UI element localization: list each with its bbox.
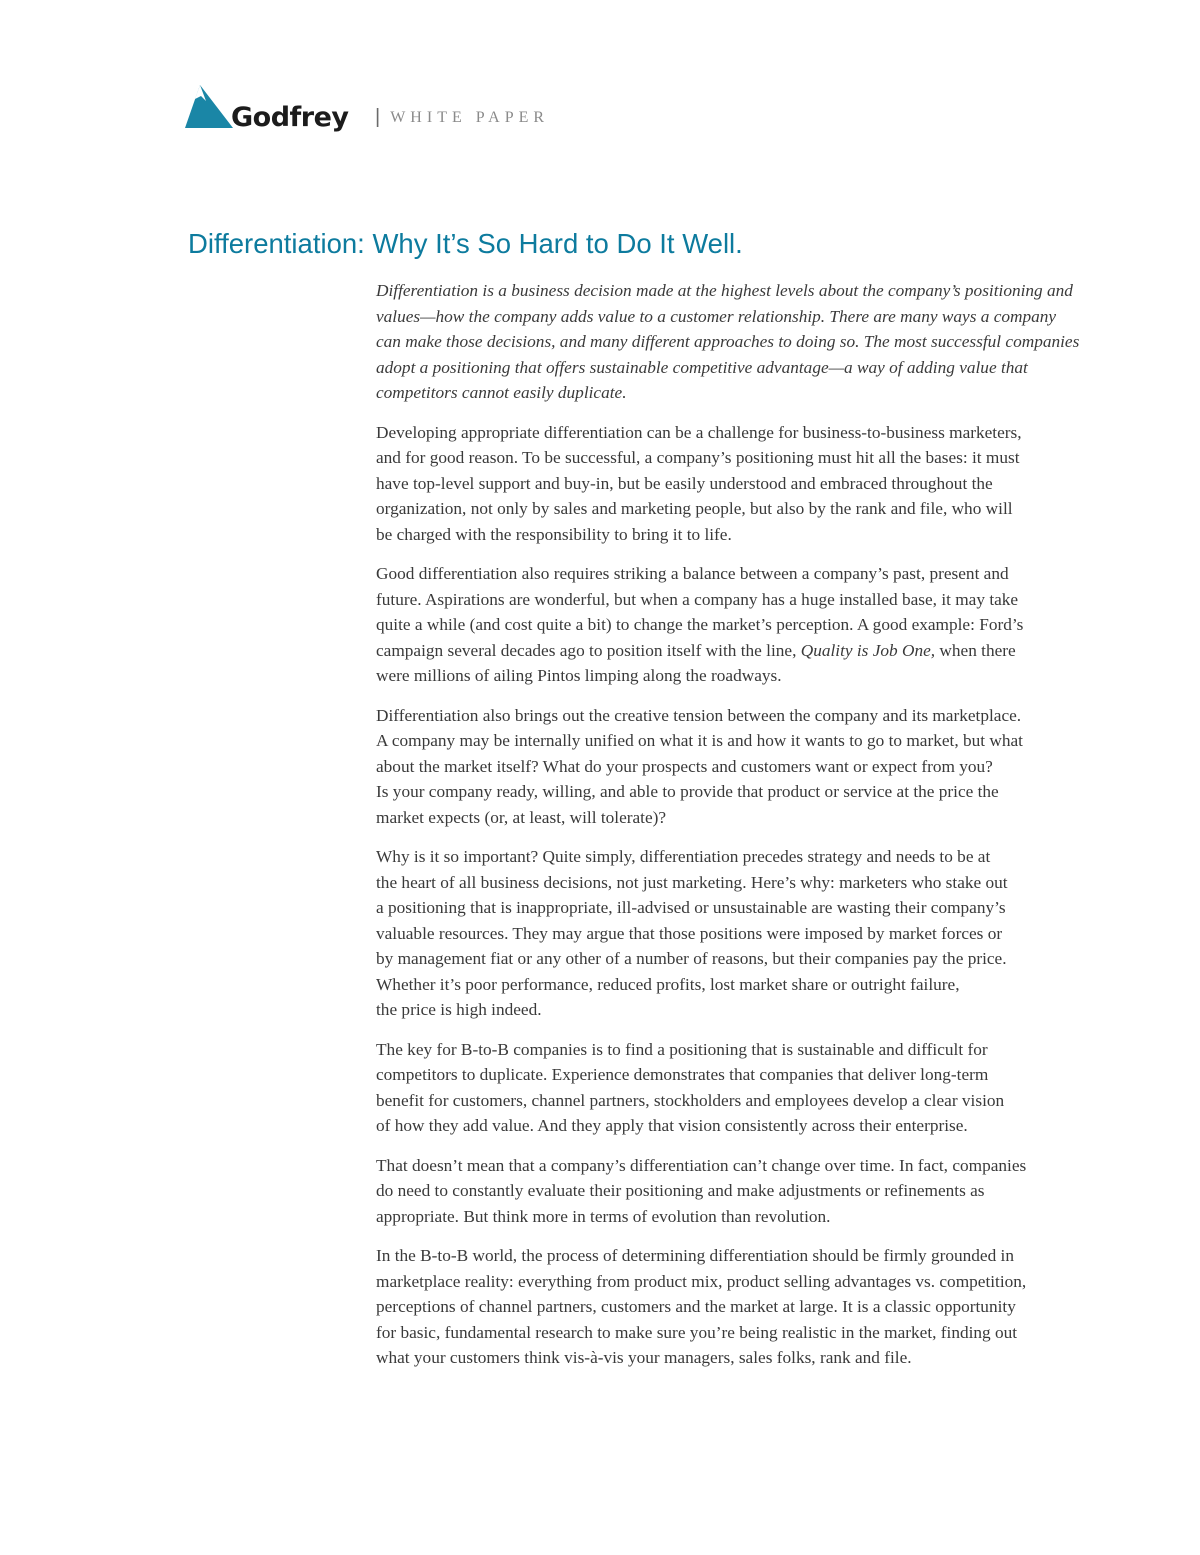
text-line: a positioning that is inappropriate, ill-advised or unsustainable are wasting their company’s bbox=[376, 898, 1006, 917]
text-line: In the B-to-B world, the process of determining differentiation should be firmly grounded in bbox=[376, 1246, 1014, 1265]
article-body bbox=[376, 278, 1116, 1385]
body-paragraph bbox=[376, 561, 1116, 689]
text-line: by management fiat or any other of a number of reasons, but their companies pay the price. bbox=[376, 949, 1007, 968]
text-line: have top-level support and buy-in, but be easily understood and embraced throughout the bbox=[376, 473, 993, 493]
text-line: A company may be internally unified on what it is and how it wants to go to market, but what bbox=[376, 731, 1023, 750]
text-line: Why is it so important? Quite simply, differentiation precedes strategy and needs to be at bbox=[376, 847, 991, 866]
text-line: the price is high indeed. bbox=[376, 1000, 542, 1019]
text-line: organization, not only by sales and marketing people, but also by the rank and file, who will bbox=[376, 499, 1013, 518]
body-paragraph bbox=[376, 1243, 1116, 1371]
text-line: future. Aspirations are wonderful, but when a company has a huge installed base, it may take bbox=[376, 589, 1019, 609]
text-line: be charged with the responsibility to bring it to life. bbox=[376, 524, 732, 544]
text-line: benefit for customers, channel partners, stockholders and employees develop a clear vision bbox=[376, 1090, 1005, 1110]
body-paragraph bbox=[376, 1153, 1116, 1230]
text-line: what your customers think vis-à-vis your managers, sales folks, rank and file. bbox=[376, 1348, 912, 1367]
text-line: appropriate. But think more in terms of evolution than revolution. bbox=[376, 1206, 831, 1226]
body-paragraph bbox=[376, 703, 1116, 831]
text-line: competitors to duplicate. Experience demonstrates that companies that deliver long-term bbox=[376, 1065, 989, 1084]
text-line: Differentiation also brings out the creative tension between the company and its marketplace. bbox=[376, 705, 1022, 725]
header-separator: | bbox=[375, 106, 381, 128]
text-line: quite a while (and cost quite a bit) to change the market’s perception. A good example: Ford’s bbox=[376, 615, 1024, 634]
text-line: Differentiation is a business decision made at the highest levels about the company’s positioning and bbox=[376, 281, 1073, 300]
text-line: That doesn’t mean that a company’s differentiation can’t change over time. In fact, companies bbox=[376, 1155, 1027, 1175]
body-paragraph bbox=[376, 420, 1116, 548]
slogan-quote: Quality is Job One, bbox=[800, 640, 936, 660]
text-line: competitors cannot easily duplicate. bbox=[376, 383, 627, 402]
body-paragraph bbox=[376, 1037, 1116, 1139]
text-line: of how they add value. And they apply that vision consistently across their enterprise. bbox=[376, 1116, 968, 1135]
body-paragraph bbox=[376, 844, 1116, 1023]
text-line: Developing appropriate differentiation can be a challenge for business-to-business marketers, bbox=[376, 422, 1022, 442]
text-line: the heart of all business decisions, not just marketing. Here’s why: marketers who stake out bbox=[376, 872, 1008, 892]
text-line: were millions of ailing Pintos limping along the roadways. bbox=[376, 666, 782, 685]
mountain-peak-icon bbox=[185, 84, 233, 130]
text-line: Is your company ready, willing, and able to provide that product or service at the price the bbox=[376, 782, 999, 801]
text-line: Whether it’s poor performance, reduced profits, lost market share or outright failure, bbox=[376, 974, 960, 994]
text-line: market expects (or, at least, will tolerate)? bbox=[376, 807, 667, 827]
text-line: can make those decisions, and many different approaches to doing so. The most successful companies bbox=[376, 332, 1080, 351]
godfrey-logo bbox=[185, 84, 365, 132]
text-line: about the market itself? What do your prospects and customers want or expect from you? bbox=[376, 756, 993, 776]
intro-paragraph bbox=[376, 278, 1116, 406]
text-run: campaign several decades ago to position itself with the line, bbox=[376, 640, 801, 660]
brand-name: Godfrey bbox=[231, 102, 349, 133]
page-title: Differentiation: Why It’s So Hard to Do It Well. bbox=[188, 228, 743, 259]
text-line bbox=[376, 638, 1116, 664]
text-line: values—how the company adds value to a customer relationship. There are many ways a company bbox=[376, 306, 1057, 326]
text-line: adopt a positioning that offers sustainable competitive advantage—a way of adding value that bbox=[376, 357, 1028, 377]
text-line: marketplace reality: everything from product mix, product selling advantages vs. competition, bbox=[376, 1271, 1027, 1291]
text-line: perceptions of channel partners, customers and the market at large. It is a classic opportunity bbox=[376, 1297, 1016, 1316]
text-line: for basic, fundamental research to make sure you’re being realistic in the market, finding out bbox=[376, 1322, 1018, 1342]
document-type-label: WHITE PAPER bbox=[390, 109, 550, 126]
text-run: when there bbox=[935, 640, 1016, 660]
text-line: The key for B-to-B companies is to find a positioning that is sustainable and difficult for bbox=[376, 1039, 988, 1059]
page-header bbox=[185, 82, 549, 132]
text-line: and for good reason. To be successful, a company’s positioning must hit all the bases: it must bbox=[376, 448, 1020, 467]
text-line: Good differentiation also requires striking a balance between a company’s past, present and bbox=[376, 564, 1009, 583]
text-line: valuable resources. They may argue that those positions were imposed by market forces or bbox=[376, 923, 1003, 943]
text-line: do need to constantly evaluate their positioning and make adjustments or refinements as bbox=[376, 1181, 985, 1200]
